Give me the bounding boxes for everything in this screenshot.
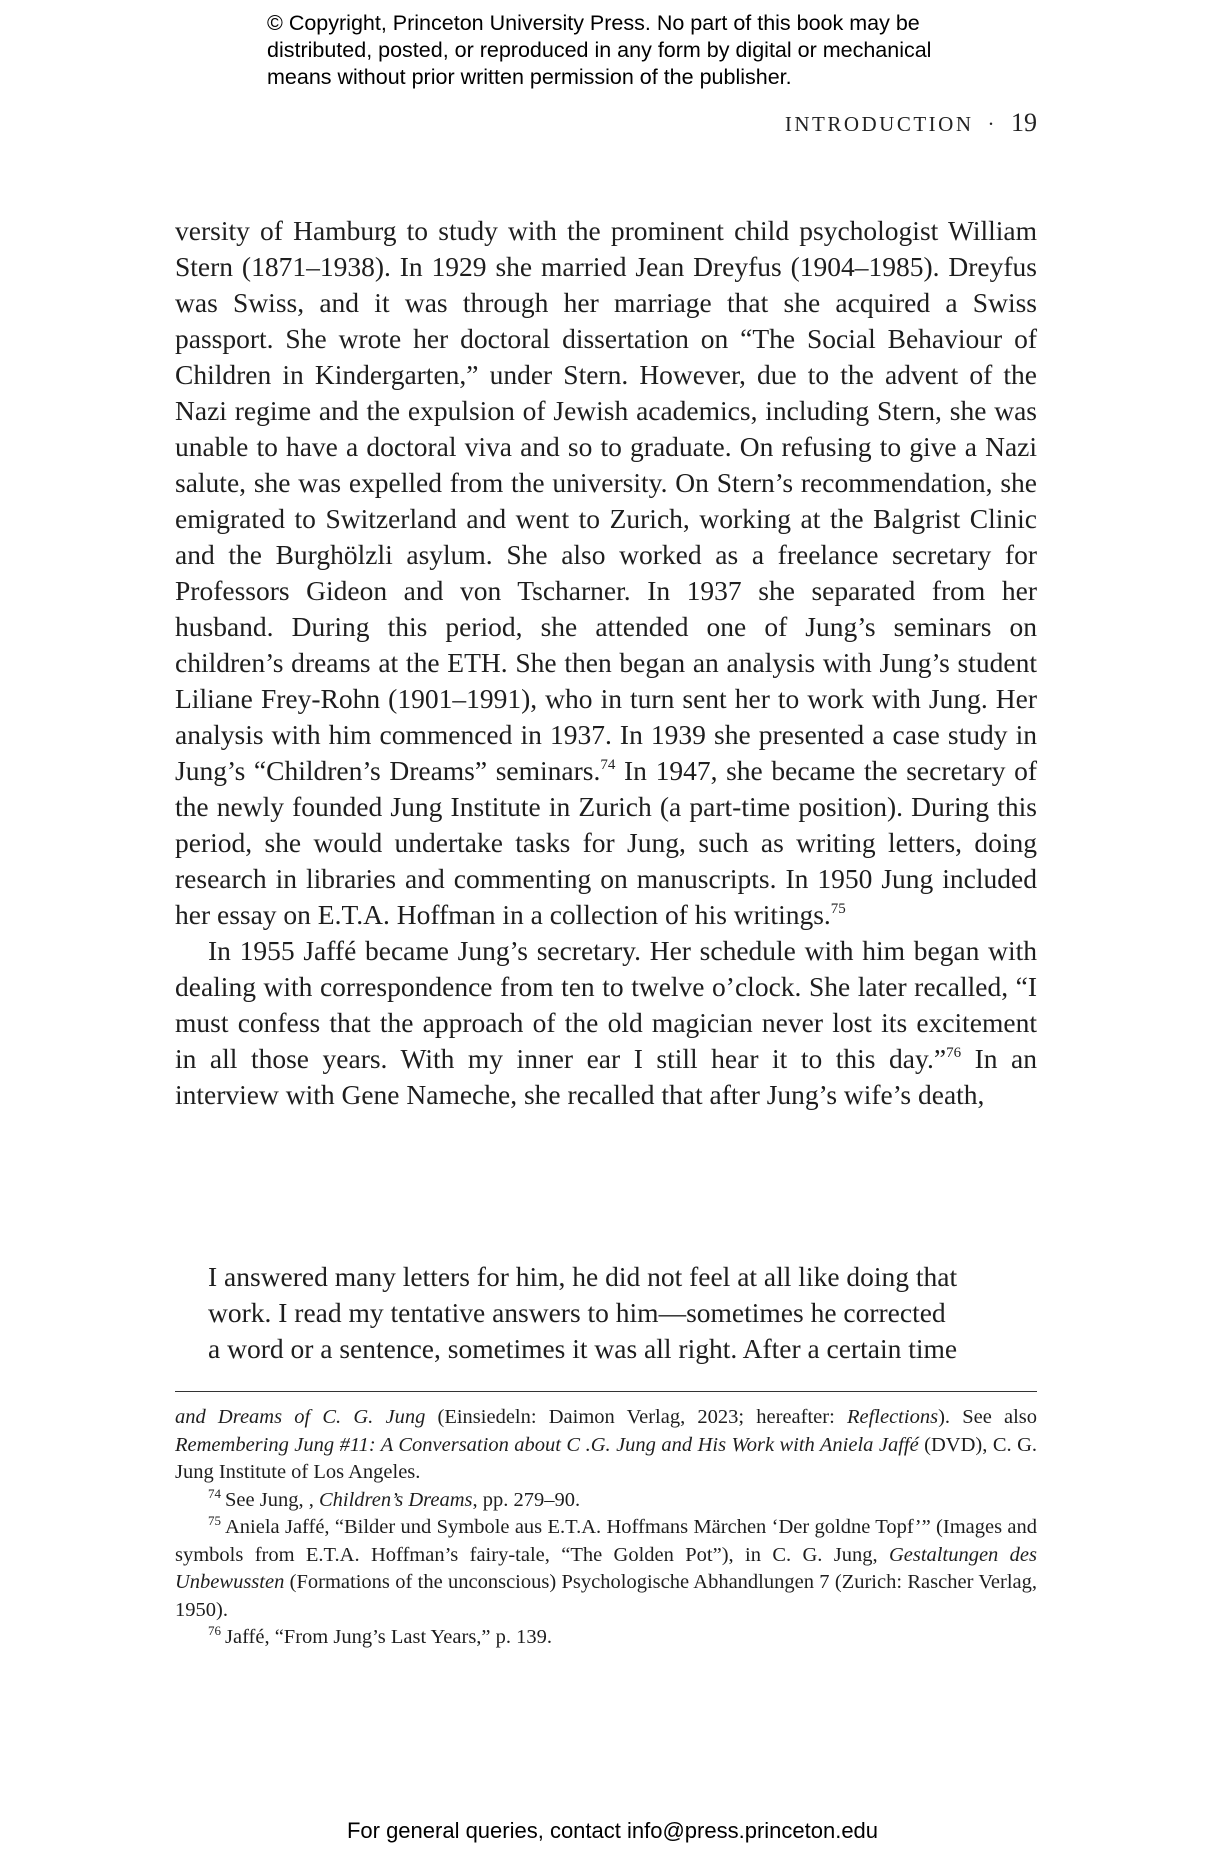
footnote-text: Jaffé, “From Jung’s Last Years,” p. 139. bbox=[225, 1626, 553, 1648]
footnote-title: Reflections bbox=[846, 1406, 939, 1428]
footnote-76 bbox=[175, 1624, 1037, 1652]
footnote-text: , pp. 279–90. bbox=[472, 1488, 581, 1511]
footnote-text: See Jung, , bbox=[225, 1488, 319, 1511]
footnote-text: (Einsiedeln: Daimon Verlag, 2023; hereafter: bbox=[425, 1406, 847, 1428]
running-head bbox=[785, 108, 1037, 138]
footnote-title: Gestaltungen des Unbewussten bbox=[175, 1543, 1037, 1593]
main-text bbox=[175, 213, 1037, 1113]
copyright-notice bbox=[267, 10, 987, 91]
footnote-title: Children’s Dreams bbox=[318, 1488, 473, 1511]
running-head-separator: · bbox=[987, 112, 997, 136]
running-head-title: INTRODUCTION bbox=[784, 112, 974, 136]
page-number: 19 bbox=[1011, 108, 1037, 137]
copyright-line: © Copyright, Princeton University Press. No part of this book may be bbox=[267, 11, 920, 35]
paragraph-text: In 1955 Jaffé became Jung’s secretary. Her schedule with him began with dealing with correspondence from ten to twelve o’clock. She later recalled, “I must confess that the approach of the old magician never lost its excitement in all those years. With my inner ear I still hear it to this day.” bbox=[175, 935, 1037, 1074]
footnote-text: (Formations of the unconscious) Psychologische Abhandlungen 7 (Zurich: Rascher Verlag, 1950). bbox=[175, 1571, 1037, 1621]
footnotes bbox=[175, 1404, 1037, 1652]
quote-line: I answered many letters for him, he did not feel at all like doing that bbox=[208, 1261, 958, 1292]
paragraph-text: versity of Hamburg to study with the prominent child psychologist William Stern (1871–1938). In 1929 she married Jean Dreyfus (1904–1985). Dreyfus was Swiss, and it was through her marriage that she acquired a Swiss passport. She wrote her doctoral dissertation on “The Social Behaviour of Children in Kindergarten,” under Stern. However, due to the advent of the Nazi regime and the expulsion of Jewish academics, including Stern, she was unable to have a doctoral viva and so to graduate. On refusing to give a Nazi salute, she was expelled from the university. On Stern’s recommendation, she emigrated to Switzerland and went to Zurich, working at the Balgrist Clinic and the Burghölzli asylum. She also worked as a freelance secretary for Professors Gideon and von Tscharner. In 1937 she separated from her husband. During this period, she attended one of Jung’s seminars on children’s dreams at the ETH. She then began an analysis with Jung’s student Liliane Frey-Rohn (1901–1991), who in turn sent her to work with Jung. Her analysis with him commenced in 1937. In 1939 she presented a case study in Jung’s “Children’s Dreams” seminars. bbox=[175, 215, 1037, 786]
footnote-title: and Dreams of C. G. Jung bbox=[175, 1406, 426, 1428]
footnote-ref[interactable]: 75 bbox=[830, 901, 846, 917]
footnote-74 bbox=[175, 1487, 1037, 1515]
footnote-text: ). See also bbox=[938, 1406, 1037, 1428]
copyright-line: means without prior written permission of the publisher. bbox=[267, 65, 792, 89]
paragraph bbox=[175, 213, 1037, 933]
footnote-75 bbox=[175, 1514, 1037, 1624]
footnote-continued bbox=[175, 1404, 1037, 1487]
block-quote bbox=[208, 1259, 1008, 1367]
footer-contact: For general queries, contact info@press.princeton.edu bbox=[346, 1818, 879, 1843]
paragraph-text: In an interview with Gene Nameche, she recalled that after Jung’s wife’s death, bbox=[175, 1043, 1037, 1110]
quote-line: a word or a sentence, sometimes it was all right. After a certain time bbox=[208, 1333, 958, 1364]
footnote-ref[interactable]: 76 bbox=[946, 1045, 962, 1061]
footnote-number: 75 bbox=[208, 1513, 221, 1528]
quote-line: work. I read my tentative answers to him—sometimes he corrected bbox=[208, 1297, 946, 1328]
footnote-number: 76 bbox=[208, 1623, 221, 1638]
footnote-ref[interactable]: 74 bbox=[600, 757, 616, 773]
footnote-number: 74 bbox=[208, 1485, 221, 1501]
paragraph bbox=[175, 933, 1037, 1113]
footnote-text: (DVD), C. G. Jung Institute of Los Angeles. bbox=[175, 1433, 1038, 1483]
footnote-title: Remembering Jung #11: A Conversation about C .G. Jung and His Work with Aniela Jaffé bbox=[175, 1433, 919, 1456]
footnote-divider bbox=[175, 1391, 1037, 1392]
paragraph-text: In 1947, she became the secretary of the newly founded Jung Institute in Zurich (a part-time position). During this period, she would undertake tasks for Jung, such as writing letters, doing research in libraries and commenting on manuscripts. In 1950 Jung included her essay on E.T.A. Hoffman in a collection of his writings. bbox=[175, 755, 1038, 930]
footnote-text: Aniela Jaffé, “Bilder und Symbole aus E.T.A. Hoffmans Märchen ‘Der goldne Topf’” (Images and symbols from E.T.A. Hoffman’s fairy-tale, “The Golden Pot”), in C. G. Jung, bbox=[175, 1516, 1037, 1566]
copyright-line: distributed, posted, or reproduced in any form by digital or mechanical bbox=[267, 38, 932, 62]
